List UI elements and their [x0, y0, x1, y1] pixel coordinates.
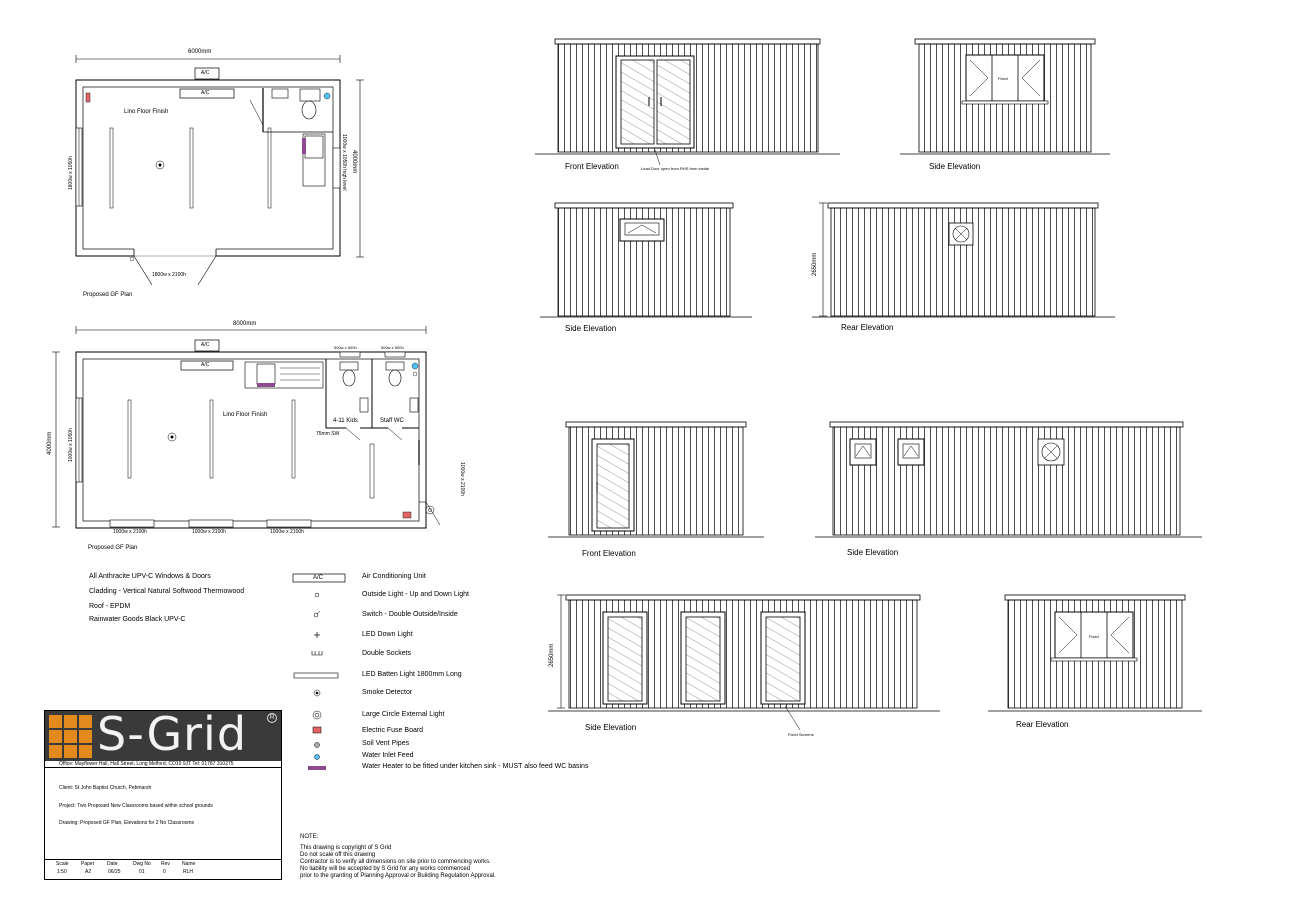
- plan1-window-left: 1800w x 1050h: [68, 156, 74, 190]
- note-line: This drawing is copyright of S Grid: [300, 845, 392, 851]
- plan2-dim-depth: 4000mm: [47, 431, 53, 455]
- plan2-door-right: 1000w x 2100h: [459, 462, 465, 496]
- spec-roof: Roof - EPDM: [89, 603, 131, 610]
- legend-item-sockets: Double Sockets: [362, 650, 412, 657]
- spec-rainwater: Rainwater Goods Black UPV-C: [89, 616, 186, 623]
- plan1-dim-width: 6000mm: [188, 49, 212, 55]
- elevations-set-2: [548, 422, 1202, 730]
- legend-item-batten: LED Batten Light 1800mm Long: [362, 671, 462, 678]
- legend-item-water-heater: Water Heater to be fitted under kitchen sink - MUST also feed WC basins: [362, 763, 589, 770]
- spec-cladding: Cladding - Vertical Natural Softwood Thermowood: [89, 588, 245, 595]
- plan2-vent2: 500w x 500h: [381, 345, 404, 350]
- note-line: Contractor is to verify all dimensions on site prior to commencing works.: [300, 859, 491, 865]
- plan1-window-right: 1000w x 1050h high level: [341, 134, 347, 191]
- tb-h-rev: Rev: [161, 861, 170, 867]
- tb-client: Client: St John Baptist Church, Pebmarsh: [59, 785, 152, 791]
- legend-item-outside-light: Outside Light - Up and Down Light: [362, 591, 470, 598]
- tb-h-paper: Paper: [81, 861, 95, 867]
- elev1-side-b-label: Side Elevation: [565, 324, 617, 333]
- elev1-front-label: Front Elevation: [565, 162, 619, 171]
- elev2-rear-label: Rear Elevation: [1016, 720, 1069, 729]
- plan1-door: 1800w x 2100h: [152, 272, 186, 278]
- elev2-side-b-label: Side Elevation: [585, 723, 637, 732]
- legend-item-svp: Soil Vent Pipes: [362, 740, 410, 747]
- tb-h-scale: Scale: [56, 861, 69, 867]
- registered-mark: R: [267, 713, 277, 723]
- plan2-vent1: 500w x 500h: [334, 345, 357, 350]
- plan1-floor-finish: Lino Floor Finish: [124, 109, 169, 115]
- s-grid-logo: [45, 707, 281, 761]
- elev1-side-a-window: Fixed: [998, 76, 1008, 81]
- tb-drawing: Drawing: Proposed GF Plan, Elevations for 2 No Classrooms: [59, 820, 195, 826]
- plan1-title: Proposed GF Plan: [83, 292, 133, 298]
- plan2-window-left: 1000w x 1050h: [68, 428, 74, 462]
- plan2-title: Proposed GF Plan: [88, 545, 138, 551]
- elevations-set-1: [535, 39, 1115, 317]
- elev1-side-a-label: Side Elevation: [929, 162, 981, 171]
- tb-office: Office: Mayflower Hall, Hall Street, Long Melford, CO10 9JT Tel: 01787 310275: [59, 761, 234, 767]
- plan2-ac-outside: A/C: [201, 342, 210, 348]
- elev1-height-dim: 2650mm: [812, 252, 818, 276]
- legend-item-switch: Switch - Double Outside/Inside: [362, 611, 458, 618]
- tb-h-name: Name: [182, 861, 196, 867]
- elev2-side-b-note: Fixed Screens: [788, 732, 814, 737]
- elev2-rear-window: Fixed: [1089, 634, 1099, 639]
- plan1-ac-inside: A/C: [201, 90, 210, 96]
- title-block: [44, 707, 282, 880]
- plan-1: [76, 55, 364, 285]
- tb-h-date: Date: [107, 861, 118, 867]
- plan2-door-bottom-2: 1000w x 2100h: [192, 529, 226, 535]
- plan2-room-staff: Staff WC: [380, 418, 404, 424]
- plan1-dim-depth: 4000mm: [351, 150, 357, 174]
- tb-v-paper: A2: [85, 869, 92, 875]
- plan-2: [52, 326, 440, 528]
- plan2-dim-width: 8000mm: [233, 321, 257, 327]
- legend-item-ac: Air Conditioning Unit: [362, 573, 426, 580]
- plan2-sw-pipe: 75mm SW: [316, 431, 340, 437]
- legend-item-smoke: Smoke Detector: [362, 689, 413, 696]
- tb-h-dwgno: Dwg No: [133, 861, 151, 867]
- plan2-ac-inside: A/C: [201, 362, 210, 368]
- spec-windows: All Anthracite UPV-C Windows & Doors: [89, 573, 211, 580]
- legend-symbols: [293, 574, 345, 770]
- tb-v-date: 06/25: [108, 869, 121, 875]
- tb-v-rev: 0: [163, 869, 166, 875]
- elev1-front-note: Lead Door open from RHS from inside: [641, 166, 710, 171]
- note-line: No liability will be accepted by S Grid for any works commenced: [300, 866, 471, 872]
- tb-v-name: RLH: [183, 869, 194, 875]
- legend-item-ext-light: Large Circle External Light: [362, 711, 445, 718]
- legend-item-fuse: Electric Fuse Board: [362, 727, 424, 734]
- note-title: NOTE:: [300, 834, 319, 840]
- tb-v-scale: 1:50: [57, 869, 67, 875]
- elev2-height-dim: 2650mm: [549, 643, 555, 667]
- logo-wordmark: S-Grid: [97, 707, 248, 761]
- note-line: prior to the granting of Planning Approval or Building Regulation Approval.: [300, 873, 496, 879]
- elev1-rear-label: Rear Elevation: [841, 323, 894, 332]
- note-body: [300, 845, 496, 880]
- tb-project: Project: Two Proposed New Classrooms based within school grounds: [59, 803, 213, 809]
- tb-v-dwgno: 01: [139, 869, 145, 875]
- plan1-ac-outside: A/C: [201, 70, 210, 76]
- plan2-door-bottom-3: 1000w x 2100h: [270, 529, 304, 535]
- legend-ac-symbol: A/C: [313, 575, 324, 581]
- plan2-door-bottom-1: 1000w x 2100h: [113, 529, 147, 535]
- plan2-floor-finish: Lino Floor Finish: [223, 412, 268, 418]
- plan2-room-kids: 4-11 Kids: [333, 418, 358, 424]
- legend-item-downlight: LED Down Light: [362, 631, 413, 638]
- elev2-front-label: Front Elevation: [582, 549, 636, 558]
- note-line: Do not scale off this drawing: [300, 852, 376, 858]
- elev2-side-a-label: Side Elevation: [847, 548, 899, 557]
- legend-item-water-inlet: Water Inlet Feed: [362, 752, 414, 759]
- logo-grid-icon: [49, 715, 93, 757]
